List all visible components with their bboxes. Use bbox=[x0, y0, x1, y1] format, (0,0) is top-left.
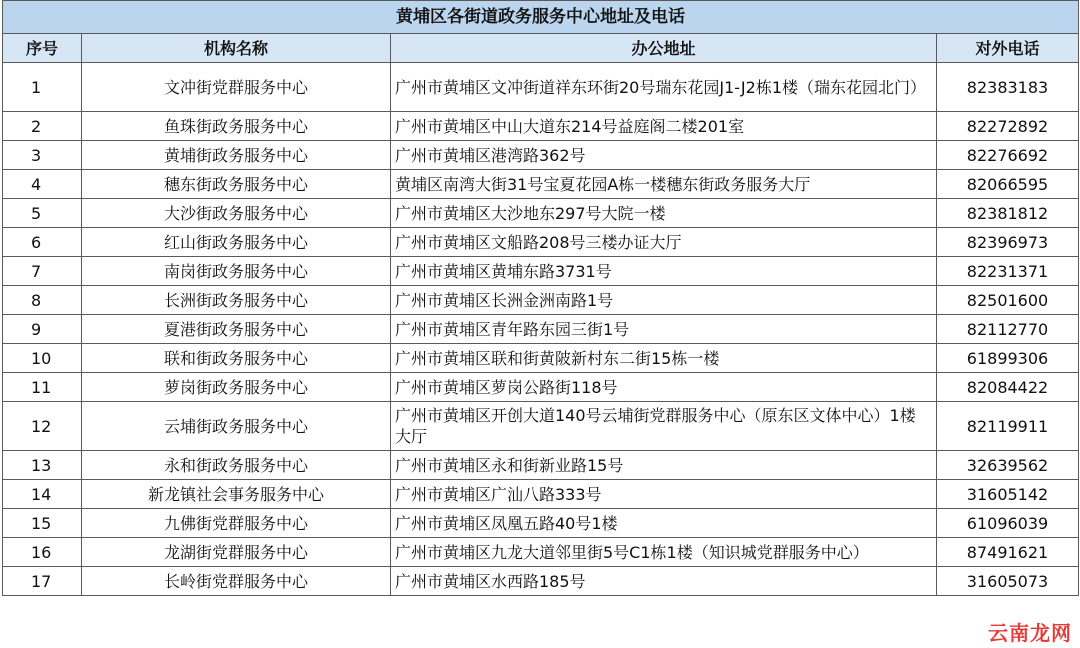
table-title-row bbox=[3, 1, 1079, 34]
cell-no: 9 bbox=[3, 315, 82, 344]
cell-phone: 82119911 bbox=[937, 402, 1079, 451]
cell-name: 联和街政务服务中心 bbox=[82, 344, 391, 373]
cell-name: 鱼珠街政务服务中心 bbox=[82, 112, 391, 141]
cell-no: 8 bbox=[3, 286, 82, 315]
cell-no: 10 bbox=[3, 344, 82, 373]
cell-name: 云埔街政务服务中心 bbox=[82, 402, 391, 451]
cell-phone: 82383183 bbox=[937, 63, 1079, 112]
table-row bbox=[3, 199, 1079, 228]
cell-phone: 82381812 bbox=[937, 199, 1079, 228]
cell-no: 13 bbox=[3, 451, 82, 480]
table-row bbox=[3, 480, 1079, 509]
header-no: 序号 bbox=[3, 34, 82, 63]
site-watermark: 云南龙网 bbox=[986, 617, 1074, 646]
cell-address: 广州市黄埔区联和街黄陂新村东二街15栋一楼 bbox=[391, 344, 937, 373]
cell-address: 广州市黄埔区中山大道东214号益庭阁二楼201室 bbox=[391, 112, 937, 141]
cell-no: 14 bbox=[3, 480, 82, 509]
table-row bbox=[3, 451, 1079, 480]
cell-address: 广州市黄埔区凤凰五路40号1楼 bbox=[391, 509, 937, 538]
table-row bbox=[3, 315, 1079, 344]
cell-phone: 82066595 bbox=[937, 170, 1079, 199]
table-row bbox=[3, 228, 1079, 257]
cell-no: 4 bbox=[3, 170, 82, 199]
cell-address: 广州市黄埔区广汕八路333号 bbox=[391, 480, 937, 509]
table-row bbox=[3, 141, 1079, 170]
cell-address: 广州市黄埔区长洲金洲南路1号 bbox=[391, 286, 937, 315]
cell-address: 广州市黄埔区萝岗公路街118号 bbox=[391, 373, 937, 402]
table-row bbox=[3, 257, 1079, 286]
table-row bbox=[3, 63, 1079, 112]
table-row bbox=[3, 344, 1079, 373]
cell-address: 广州市黄埔区永和街新业路15号 bbox=[391, 451, 937, 480]
cell-address: 广州市黄埔区青年路东园三街1号 bbox=[391, 315, 937, 344]
cell-name: 九佛街党群服务中心 bbox=[82, 509, 391, 538]
cell-no: 2 bbox=[3, 112, 82, 141]
cell-phone: 82112770 bbox=[937, 315, 1079, 344]
cell-phone: 32639562 bbox=[937, 451, 1079, 480]
cell-no: 6 bbox=[3, 228, 82, 257]
cell-phone: 61096039 bbox=[937, 509, 1079, 538]
cell-phone: 31605073 bbox=[937, 567, 1079, 596]
cell-name: 长洲街政务服务中心 bbox=[82, 286, 391, 315]
cell-phone: 82396973 bbox=[937, 228, 1079, 257]
cell-name: 永和街政务服务中心 bbox=[82, 451, 391, 480]
cell-phone: 31605142 bbox=[937, 480, 1079, 509]
header-name: 机构名称 bbox=[82, 34, 391, 63]
cell-name: 萝岗街政务服务中心 bbox=[82, 373, 391, 402]
cell-no: 7 bbox=[3, 257, 82, 286]
cell-no: 16 bbox=[3, 538, 82, 567]
cell-no: 15 bbox=[3, 509, 82, 538]
table-row bbox=[3, 112, 1079, 141]
cell-address: 广州市黄埔区大沙地东297号大院一楼 bbox=[391, 199, 937, 228]
cell-address: 广州市黄埔区水西路185号 bbox=[391, 567, 937, 596]
cell-address: 广州市黄埔区文冲街道祥东环街20号瑞东花园J1-J2栋1楼（瑞东花园北门） bbox=[391, 63, 937, 112]
cell-phone: 82272892 bbox=[937, 112, 1079, 141]
cell-phone: 87491621 bbox=[937, 538, 1079, 567]
table-body bbox=[3, 63, 1079, 596]
cell-phone: 82084422 bbox=[937, 373, 1079, 402]
cell-no: 11 bbox=[3, 373, 82, 402]
cell-address: 广州市黄埔区开创大道140号云埔街党群服务中心（原东区文体中心）1楼大厅 bbox=[391, 402, 937, 451]
cell-no: 12 bbox=[3, 402, 82, 451]
cell-name: 黄埔街政务服务中心 bbox=[82, 141, 391, 170]
cell-phone: 82276692 bbox=[937, 141, 1079, 170]
cell-address: 广州市黄埔区九龙大道邻里街5号C1栋1楼（知识城党群服务中心） bbox=[391, 538, 937, 567]
table-row bbox=[3, 567, 1079, 596]
service-center-table bbox=[2, 0, 1079, 596]
cell-no: 17 bbox=[3, 567, 82, 596]
cell-phone: 82501600 bbox=[937, 286, 1079, 315]
table-header-row bbox=[3, 34, 1079, 63]
cell-name: 龙湖街党群服务中心 bbox=[82, 538, 391, 567]
table-row bbox=[3, 373, 1079, 402]
cell-name: 红山街政务服务中心 bbox=[82, 228, 391, 257]
cell-name: 长岭街党群服务中心 bbox=[82, 567, 391, 596]
cell-phone: 61899306 bbox=[937, 344, 1079, 373]
cell-name: 夏港街政务服务中心 bbox=[82, 315, 391, 344]
table-row bbox=[3, 538, 1079, 567]
cell-address: 广州市黄埔区港湾路362号 bbox=[391, 141, 937, 170]
cell-no: 3 bbox=[3, 141, 82, 170]
cell-name: 新龙镇社会事务服务中心 bbox=[82, 480, 391, 509]
cell-address: 广州市黄埔区文船路208号三楼办证大厅 bbox=[391, 228, 937, 257]
cell-no: 1 bbox=[3, 63, 82, 112]
table-row bbox=[3, 402, 1079, 451]
cell-name: 穗东街政务服务中心 bbox=[82, 170, 391, 199]
cell-name: 文冲街党群服务中心 bbox=[82, 63, 391, 112]
table-row bbox=[3, 286, 1079, 315]
cell-phone: 82231371 bbox=[937, 257, 1079, 286]
cell-address: 广州市黄埔区黄埔东路3731号 bbox=[391, 257, 937, 286]
table-title: 黄埔区各街道政务服务中心地址及电话 bbox=[3, 1, 1079, 34]
cell-address: 黄埔区南湾大街31号宝夏花园A栋一楼穗东街政务服务大厅 bbox=[391, 170, 937, 199]
table-row bbox=[3, 509, 1079, 538]
cell-no: 5 bbox=[3, 199, 82, 228]
cell-name: 南岗街政务服务中心 bbox=[82, 257, 391, 286]
cell-name: 大沙街政务服务中心 bbox=[82, 199, 391, 228]
header-address: 办公地址 bbox=[391, 34, 937, 63]
header-phone: 对外电话 bbox=[937, 34, 1079, 63]
table-row bbox=[3, 170, 1079, 199]
